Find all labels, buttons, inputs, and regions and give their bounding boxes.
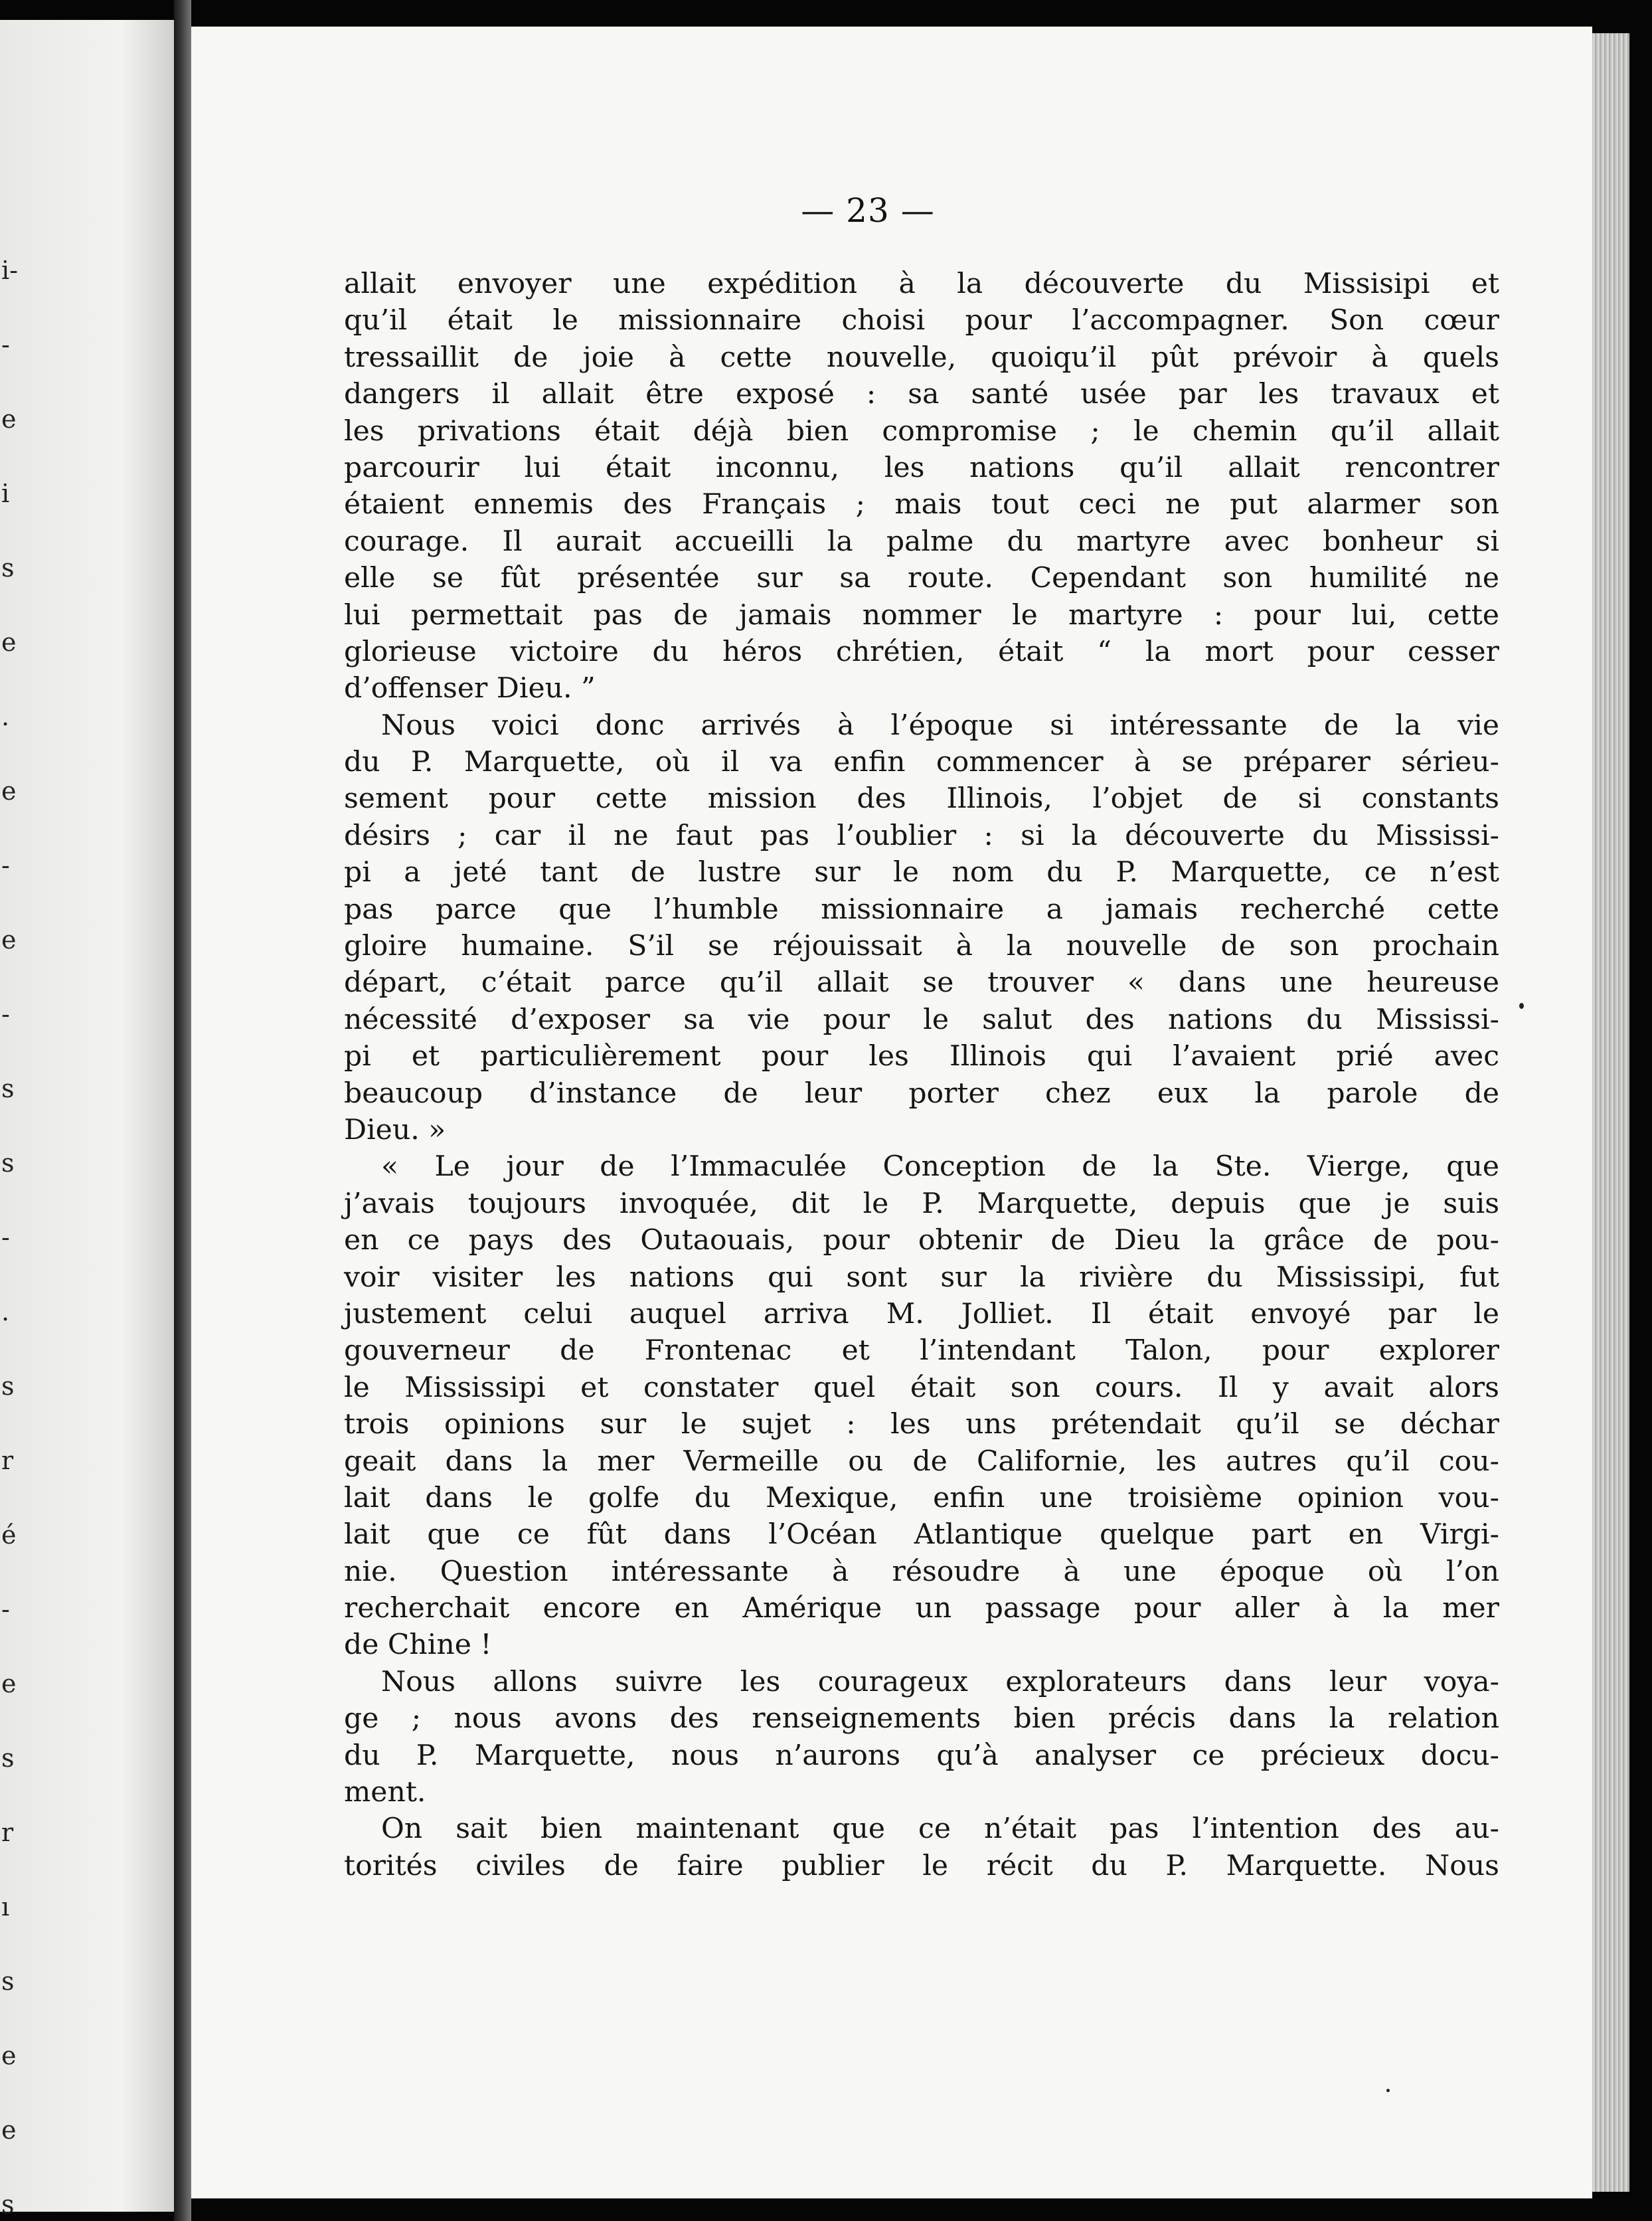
text-line: qu’il était le missionnaire choisi pour l’accompagner. Son cœur — [344, 304, 1499, 337]
text-line: geait dans la mer Vermeille ou de Californie, les autres qu’il cou- — [344, 1445, 1499, 1478]
previous-page-edge — [0, 20, 174, 2219]
text-line: ge ; nous avons des renseignements bien précis dans la relation — [344, 1702, 1499, 1735]
text-line: Dieu. » — [344, 1113, 446, 1146]
scan-speck — [1386, 2089, 1390, 2092]
text-line: les privations était déjà bien compromise ; le chemin qu’il allait — [344, 414, 1499, 448]
previous-page-fragment: s — [1, 553, 15, 582]
previous-page-fragment: i — [1, 479, 10, 508]
previous-page-fragment: r — [1, 1818, 14, 1847]
previous-page-fragment: e — [1, 925, 17, 954]
previous-page-fragment: s — [1, 1743, 15, 1773]
previous-page-fragment: e — [1, 628, 17, 657]
text-line: pi a jeté tant de lustre sur le nom du P. Marquette, ce n’est — [344, 856, 1499, 889]
body-text — [344, 266, 1499, 1884]
previous-page-fragment: s — [1, 1148, 15, 1178]
previous-page-fragment: s — [1, 1372, 15, 1401]
book-page — [191, 27, 1592, 2198]
text-line: désirs ; car il ne faut pas l’oublier : si la découverte du Mississi- — [344, 819, 1499, 852]
text-line: nie. Question intéressante à résoudre à une époque où l’on — [344, 1555, 1499, 1588]
text-line: lait que ce fût dans l’Océan Atlantique quelque part en Virgi- — [344, 1518, 1499, 1552]
previous-page-fragment: ı — [1, 1892, 10, 1921]
text-line: recherchait encore en Amérique un passage pour aller à la mer — [344, 1592, 1499, 1625]
text-line: départ, c’était parce qu’il allait se trouver « dans une heureuse — [344, 966, 1499, 1000]
text-line: d’offenser Dieu. ” — [344, 672, 596, 705]
text-line: en ce pays des Outaouais, pour obtenir de Dieu la grâce de pou- — [344, 1224, 1499, 1257]
text-line: glorieuse victoire du héros chrétien, était “ la mort pour cesser — [344, 635, 1499, 668]
text-line: dangers il allait être exposé : sa santé usée par les travaux et — [344, 378, 1499, 411]
text-line: elle se fût présentée sur sa route. Cependant son humilité ne — [344, 562, 1499, 595]
text-line: ment. — [344, 1776, 426, 1809]
text-line: de Chine ! — [344, 1629, 492, 1662]
previous-page-fragment: - — [1, 851, 10, 880]
text-line: pi et particulièrement pour les Illinois qui l’avaient prié avec — [344, 1040, 1499, 1073]
previous-page-fragment: e — [1, 2041, 17, 2070]
previous-page-fragment: i- — [1, 256, 18, 285]
previous-page-fragment: s — [1, 2190, 15, 2219]
page-stack-edges — [1592, 33, 1629, 2192]
previous-page-fragment: . — [1, 1297, 10, 1326]
text-line: beaucoup d’instance de leur porter chez eux la parole de — [344, 1077, 1499, 1110]
text-line: trois opinions sur le sujet : les uns prétendait qu’il se déchar — [344, 1408, 1499, 1441]
text-line: du P. Marquette, où il va enfin commencer à se préparer sérieu- — [344, 746, 1499, 779]
previous-page-fragment: - — [1, 330, 10, 359]
previous-page-fragment: - — [1, 1223, 10, 1252]
text-line: lait dans le golfe du Mexique, enfin une troisième opinion vou- — [344, 1481, 1499, 1514]
text-line: courage. Il aurait accueilli la palme du martyre avec bonheur si — [344, 525, 1499, 558]
text-line: « Le jour de l’Immaculée Conception de la Ste. Vierge, que — [381, 1150, 1499, 1184]
previous-page-fragment: e — [1, 776, 17, 806]
text-line: pas parce que l’humble missionnaire a jamais recherché cette — [344, 893, 1499, 926]
previous-page-fragment: . — [1, 702, 10, 731]
page-number — [191, 191, 1592, 230]
book-gutter — [174, 0, 191, 2221]
text-line: Nous allons suivre les courageux explorateurs dans leur voya- — [381, 1665, 1499, 1698]
scan-speck — [1519, 1003, 1524, 1009]
previous-page-fragment: - — [1, 1595, 10, 1624]
previous-page-fragment: s — [1, 1074, 15, 1103]
previous-page-fragment: r — [1, 1446, 14, 1475]
text-line: sement pour cette mission des Illinois, l’objet de si constants — [344, 782, 1499, 816]
text-line: allait envoyer une expédition à la découverte du Missisipi et — [344, 268, 1499, 300]
previous-page-fragment: s — [1, 1967, 15, 1996]
text-line: j’avais toujours invoquée, dit le P. Marquette, depuis que je suis — [344, 1187, 1499, 1220]
text-line: voir visiter les nations qui sont sur la rivière du Mississipi, fut — [344, 1261, 1499, 1294]
previous-page-text-fragments — [1, 20, 28, 2219]
previous-page-fragment: e — [1, 2115, 17, 2145]
text-line: justement celui auquel arriva M. Jolliet. Il était envoyé par le — [344, 1297, 1499, 1330]
previous-page-fragment: e — [1, 404, 17, 434]
text-line: gloire humaine. S’il se réjouissait à la nouvelle de son prochain — [344, 930, 1499, 963]
text-line: lui permettait pas de jamais nommer le martyre : pour lui, cette — [344, 598, 1499, 632]
text-line: du P. Marquette, nous n’aurons qu’à analyser ce précieux docu- — [344, 1739, 1499, 1772]
previous-page-fragment: é — [1, 1520, 17, 1550]
text-line: nécessité d’exposer sa vie pour le salut des nations du Mississi- — [344, 1003, 1499, 1036]
previous-page-fragment: - — [1, 1000, 10, 1029]
text-line: le Mississipi et constater quel était son cours. Il y avait alors — [344, 1371, 1499, 1404]
text-line: Nous voici donc arrivés à l’époque si intéressante de la vie — [381, 709, 1499, 742]
previous-page-fragment: e — [1, 1669, 17, 1698]
page-number-text: — 23 — — [801, 191, 935, 230]
text-line: parcourir lui était inconnu, les nations qu’il allait rencontrer — [344, 451, 1499, 484]
text-line: On sait bien maintenant que ce n’était pas l’intention des au- — [381, 1813, 1499, 1846]
text-line: étaient ennemis des Français ; mais tout ceci ne put alarmer son — [344, 488, 1499, 521]
text-line: gouverneur de Frontenac et l’intendant Talon, pour explorer — [344, 1334, 1499, 1368]
text-line: torités civiles de faire publier le récit du P. Marquette. Nous — [344, 1849, 1499, 1882]
text-line: tressaillit de joie à cette nouvelle, quoiqu’il pût prévoir à quels — [344, 341, 1499, 374]
